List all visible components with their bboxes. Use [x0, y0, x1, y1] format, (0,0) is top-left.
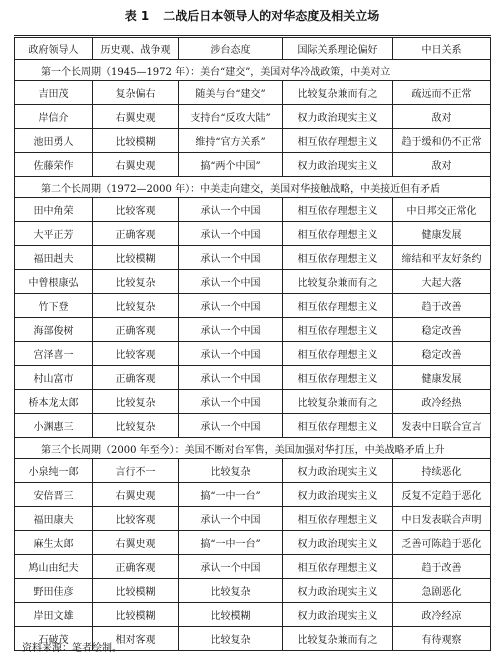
table-cell: 比较复杂: [93, 414, 179, 438]
leader-name-cell: 小渊惠三: [15, 414, 93, 438]
leader-name-cell: 岸信介: [15, 105, 93, 129]
table-cell: 右翼史观: [93, 531, 179, 555]
table-cell: 相互依存理想主义: [283, 246, 393, 270]
leader-name-cell: 吉田茂: [15, 81, 93, 105]
leader-name-cell: 村山富市: [15, 366, 93, 390]
table-cell: 承认一个中国: [179, 507, 283, 531]
leader-name-cell: 麻生太郎: [15, 531, 93, 555]
table-cell: 随美与台“建交”: [179, 81, 283, 105]
table-cell: 相互依存理想主义: [283, 414, 393, 438]
table-cell: 大起大落: [393, 270, 491, 294]
table-cell: 比较模糊: [93, 246, 179, 270]
period-label: 第一个长周期（1945—1972 年）：美台“建交”，美国对华冷战政策，中美对立: [15, 60, 491, 81]
table-row: [15, 270, 491, 294]
table-cell: 权力政治现实主义: [283, 603, 393, 627]
table-cell: 疏远而不正常: [393, 81, 491, 105]
table-cell: 乏善可陈趋于恶化: [393, 531, 491, 555]
table-cell: 承认一个中国: [179, 555, 283, 579]
table-cell: 相互依存理想主义: [283, 507, 393, 531]
table-cell: 言行不一: [93, 459, 179, 483]
table-row: [15, 198, 491, 222]
table-cell: 正确客观: [93, 555, 179, 579]
leader-name-cell: 福田赳夫: [15, 246, 93, 270]
table-cell: 搞“一中一台”: [179, 483, 283, 507]
table-row: [15, 414, 491, 438]
leader-name-cell: 石破茂: [15, 627, 93, 651]
table-cell: 相互依存理想主义: [283, 555, 393, 579]
table-title: 二战后日本领导人的对华态度及相关立场: [163, 9, 380, 23]
table-cell: 健康发展: [393, 222, 491, 246]
table-row: [15, 459, 491, 483]
leader-name-cell: 池田勇人: [15, 129, 93, 153]
table-cell: 中日发表联合声明: [393, 507, 491, 531]
leader-name-cell: 鸠山由纪夫: [15, 555, 93, 579]
table-cell: 敌对: [393, 105, 491, 129]
table-cell: 权力政治现实主义: [283, 483, 393, 507]
table-cell: 承认一个中国: [179, 246, 283, 270]
table-cell: 承认一个中国: [179, 366, 283, 390]
table-cell: 比较复杂: [93, 294, 179, 318]
table-cell: 承认一个中国: [179, 198, 283, 222]
table-cell: 比较模糊: [93, 129, 179, 153]
table-cell: 发表中日联合宣言: [393, 414, 491, 438]
table-row: [15, 603, 491, 627]
leader-name-cell: 佐藤荣作: [15, 153, 93, 177]
leader-name-cell: 田中角荣: [15, 198, 93, 222]
table-cell: 搞“一中一台”: [179, 531, 283, 555]
header-cell: 国际关系理论偏好: [283, 37, 393, 60]
table-cell: 相互依存理想主义: [283, 318, 393, 342]
table-cell: 权力政治现实主义: [283, 459, 393, 483]
header-cell: 历史观、战争观: [93, 37, 179, 60]
table-cell: 比较复杂: [93, 270, 179, 294]
table-cell: 敌对: [393, 153, 491, 177]
table-cell: 政冷经热: [393, 390, 491, 414]
table-cell: 相互依存理想主义: [283, 222, 393, 246]
table-cell: 缔结和平友好条约: [393, 246, 491, 270]
table-cell: 中日邦交正常化: [393, 198, 491, 222]
period-label: 第三个长周期（2000 年至今）：美国不断对台军售，美国加强对华打压，中美战略矛盾上升: [15, 438, 491, 459]
table-cell: 相互依存理想主义: [283, 198, 393, 222]
table-cell: 承认一个中国: [179, 390, 283, 414]
table-header-row: [15, 37, 491, 60]
table-cell: 权力政治现实主义: [283, 579, 393, 603]
table-cell: 比较模糊: [93, 603, 179, 627]
leader-name-cell: 安倍晋三: [15, 483, 93, 507]
header-cell: 中日关系: [393, 37, 491, 60]
header-cell: 涉台态度: [179, 37, 283, 60]
table-cell: 比较复杂兼而有之: [283, 270, 393, 294]
leader-name-cell: 岸田文雄: [15, 603, 93, 627]
table-row: [15, 342, 491, 366]
table-cell: 承认一个中国: [179, 342, 283, 366]
source-note: 资料来源：笔者绘制。: [22, 643, 122, 654]
leader-name-cell: 野田佳彦: [15, 579, 93, 603]
table-cell: 持续恶化: [393, 459, 491, 483]
table-row: [15, 507, 491, 531]
leader-name-cell: 宫泽喜一: [15, 342, 93, 366]
table-cell: 复杂偏右: [93, 81, 179, 105]
table-number: 表 1: [124, 9, 150, 23]
table-cell: 正确客观: [93, 222, 179, 246]
table-cell: 右翼史观: [93, 153, 179, 177]
table-cell: 有待观察: [393, 627, 491, 651]
table-cell: 比较复杂兼而有之: [283, 390, 393, 414]
period-row: [15, 177, 491, 198]
table-cell: 搞“两个中国”: [179, 153, 283, 177]
leader-name-cell: 海部俊树: [15, 318, 93, 342]
table-cell: 承认一个中国: [179, 318, 283, 342]
leader-name-cell: 福田康夫: [15, 507, 93, 531]
table-cell: 稳定改善: [393, 318, 491, 342]
table-cell: 比较客观: [93, 507, 179, 531]
table-row: [15, 153, 491, 177]
table-row: [15, 105, 491, 129]
table-row: [15, 129, 491, 153]
table-row: [15, 318, 491, 342]
leader-name-cell: 竹下登: [15, 294, 93, 318]
table-caption: [0, 8, 504, 24]
table-cell: 政冷经凉: [393, 603, 491, 627]
table-row: [15, 483, 491, 507]
table-cell: 稳定改善: [393, 342, 491, 366]
table-row: [15, 222, 491, 246]
table-cell: 比较复杂兼而有之: [283, 627, 393, 651]
table-cell: 承认一个中国: [179, 294, 283, 318]
table-cell: 维持“官方关系”: [179, 129, 283, 153]
table-cell: 承认一个中国: [179, 270, 283, 294]
table-cell: 权力政治现实主义: [283, 105, 393, 129]
table-row: [15, 81, 491, 105]
table-cell: 正确客观: [93, 366, 179, 390]
table-row: [15, 366, 491, 390]
table-cell: 权力政治现实主义: [283, 531, 393, 555]
table-cell: 相互依存理想主义: [283, 129, 393, 153]
leader-name-cell: 大平正芳: [15, 222, 93, 246]
table-cell: 支持台“反攻大陆”: [179, 105, 283, 129]
table-row: [15, 294, 491, 318]
table-cell: 相互依存理想主义: [283, 342, 393, 366]
header-cell: 政府领导人: [15, 37, 93, 60]
leader-name-cell: 小泉纯一郎: [15, 459, 93, 483]
table-row: [15, 579, 491, 603]
table-cell: 右翼史观: [93, 483, 179, 507]
table-cell: 趋于改善: [393, 555, 491, 579]
table-cell: 比较模糊: [179, 603, 283, 627]
period-row: [15, 438, 491, 459]
leader-name-cell: 桥本龙太郎: [15, 390, 93, 414]
table-row: [15, 555, 491, 579]
table-cell: 趋于缓和仍不正常: [393, 129, 491, 153]
table-body: [15, 60, 491, 651]
table-cell: 趋于改善: [393, 294, 491, 318]
table-row: [15, 390, 491, 414]
table-row: [15, 246, 491, 270]
period-label: 第二个长周期（1972—2000 年）：中美走向建交，美国对华接触战略，中美接近但有矛盾: [15, 177, 491, 198]
leaders-table: [14, 35, 491, 651]
table-cell: 比较复杂: [179, 627, 283, 651]
table-cell: 承认一个中国: [179, 414, 283, 438]
period-row: [15, 60, 491, 81]
table-cell: 相互依存理想主义: [283, 294, 393, 318]
table-row: [15, 531, 491, 555]
table-cell: 相互依存理想主义: [283, 366, 393, 390]
table-cell: 比较复杂: [93, 390, 179, 414]
table-cell: 承认一个中国: [179, 222, 283, 246]
leader-name-cell: 中曾根康弘: [15, 270, 93, 294]
table-cell: 正确客观: [93, 318, 179, 342]
table-cell: 急剧恶化: [393, 579, 491, 603]
table-cell: 比较客观: [93, 342, 179, 366]
table-cell: 右翼史观: [93, 105, 179, 129]
table-cell: 相对客观: [93, 627, 179, 651]
table-cell: 比较模糊: [93, 579, 179, 603]
table-cell: 反复不定趋于恶化: [393, 483, 491, 507]
table-cell: 健康发展: [393, 366, 491, 390]
table-cell: 比较复杂: [179, 579, 283, 603]
table-cell: 比较复杂: [179, 459, 283, 483]
table-cell: 比较复杂兼而有之: [283, 81, 393, 105]
table-cell: 比较客观: [93, 198, 179, 222]
table-cell: 权力政治现实主义: [283, 153, 393, 177]
